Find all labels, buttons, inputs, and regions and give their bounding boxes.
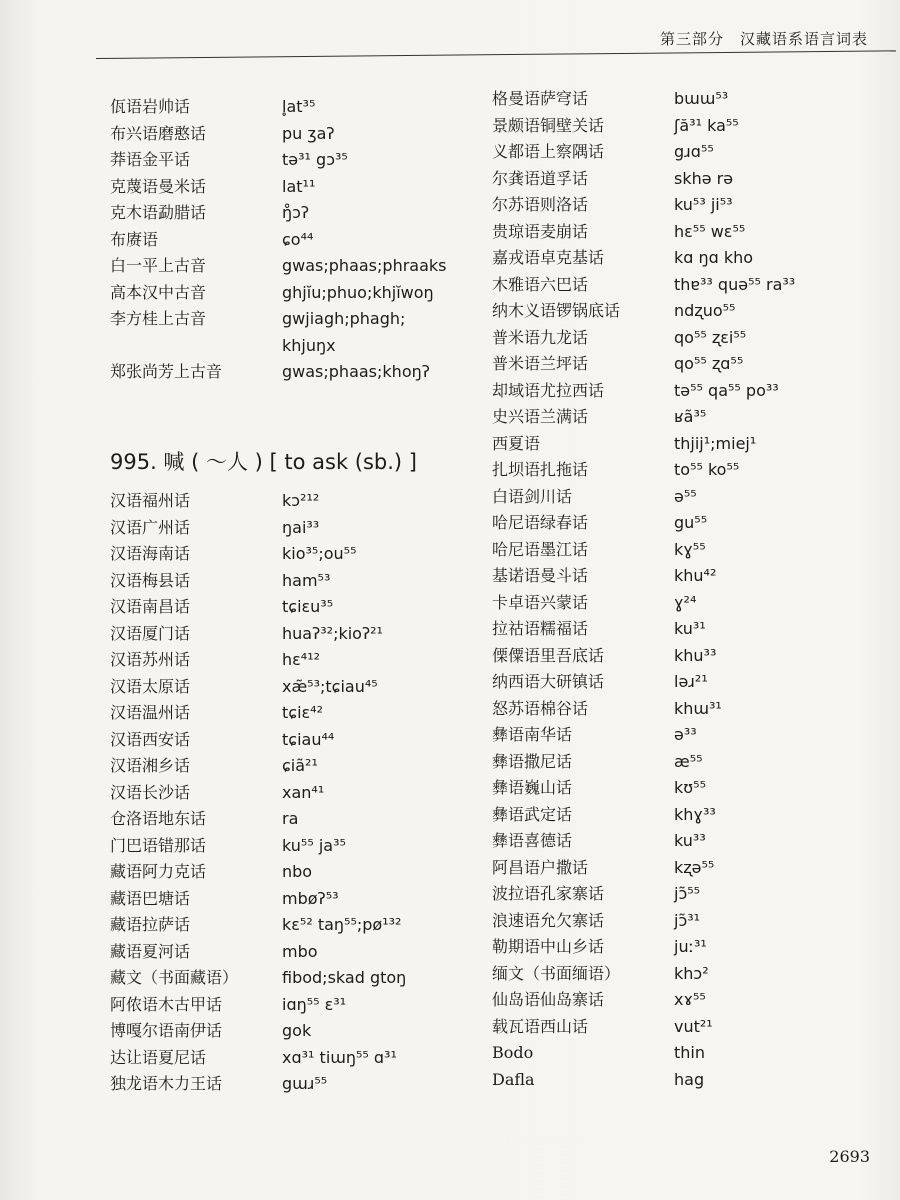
entry-row: [110, 306, 480, 333]
language-name: 勒期语中山乡话: [492, 937, 605, 956]
word-form: æ⁵⁵: [674, 751, 703, 771]
language-name: 载瓦语西山话: [492, 1016, 589, 1036]
entry-row: [492, 616, 872, 643]
entry-row: [492, 431, 872, 458]
entry-row: [492, 1067, 872, 1094]
entry-row: [492, 881, 872, 908]
language-name: 浪速语允欠寨话: [492, 910, 605, 930]
word-form: jɔ̃⁵⁵: [674, 884, 701, 903]
entry-row: [110, 227, 480, 254]
language-name: 布兴语磨憨话: [110, 123, 207, 143]
entry-row: [492, 696, 872, 723]
word-form: ɕo⁴⁴: [282, 229, 314, 249]
language-name: 拉祜语糯福话: [492, 619, 589, 638]
entry-row: [110, 939, 480, 966]
word-form: gwas;phaas;khoŋʔ: [282, 362, 430, 381]
word-form: vut²¹: [674, 1016, 713, 1036]
language-name: 克木语勐腊话: [110, 203, 207, 222]
language-name: 西夏语: [492, 433, 541, 453]
language-name: 纳木义语锣锅底话: [492, 301, 621, 320]
word-form: thjij¹;miej¹: [674, 433, 757, 453]
language-name: 尔苏语则洛话: [492, 195, 589, 214]
entry-row: [110, 806, 480, 833]
word-form: khu⁴²: [674, 566, 717, 585]
language-name: 汉语厦门话: [110, 623, 191, 643]
word-form: xɤ⁵⁵: [674, 990, 706, 1009]
word-form: khɣ³³: [674, 804, 716, 824]
header-rule: [96, 50, 896, 59]
entry-row: [492, 351, 872, 378]
word-form: gwjiagh;phagh;: [282, 309, 406, 328]
word-form: gu⁵⁵: [674, 513, 708, 532]
word-form: mbo: [282, 941, 318, 961]
language-name: Bodo: [492, 1043, 534, 1062]
word-form: jɔ̃³¹: [674, 910, 701, 930]
word-form: bɯɯ⁵³: [674, 89, 729, 108]
language-name: 仓洛语地东话: [110, 809, 207, 828]
word-form: kʊ⁵⁵: [674, 778, 706, 797]
entry-row: [110, 700, 480, 727]
language-name: 汉语长沙话: [110, 782, 191, 802]
entry-row: [492, 192, 872, 219]
language-name: 仙岛语仙岛寨话: [492, 990, 605, 1009]
entry-row: [492, 298, 872, 325]
word-form: ə³³: [674, 725, 697, 744]
entry-row: [110, 541, 480, 568]
language-name: 藏语阿力克话: [110, 862, 207, 881]
word-form: xan⁴¹: [282, 782, 325, 802]
word-form: iɑŋ⁵⁵ ɛ³¹: [282, 994, 347, 1014]
entry-row: [110, 94, 480, 121]
running-header: 第三部分 汉藏语系语言词表: [659, 30, 868, 48]
language-name: 普米语九龙话: [492, 327, 589, 347]
entry-row: [110, 280, 480, 307]
word-form: thɐ³³ quə⁵⁵ ra³³: [674, 274, 796, 294]
entry-row: [492, 643, 872, 670]
left-column-bottom: [110, 488, 480, 1098]
entry-row: [492, 1040, 872, 1067]
language-name: 汉语温州话: [110, 703, 191, 722]
language-name: 汉语福州话: [110, 491, 191, 510]
word-form: qo⁵⁵ ʐɛi⁵⁵: [674, 327, 747, 347]
entry-row: [492, 563, 872, 590]
language-name: 莽语金平话: [110, 150, 191, 169]
word-form: lat¹¹: [282, 176, 316, 196]
word-form: kɔ²¹²: [282, 491, 320, 510]
word-form: ʃă³¹ ka⁵⁵: [674, 115, 739, 135]
entry-row: [110, 594, 480, 621]
language-name: 藏语巴塘话: [110, 888, 191, 908]
word-form: juː³¹: [674, 937, 707, 956]
entry-row: [110, 1018, 480, 1045]
entry-row: [110, 992, 480, 1019]
entry-row: [110, 200, 480, 227]
entry-row: [110, 833, 480, 860]
entry-row: [110, 647, 480, 674]
entry-row: [110, 965, 480, 992]
word-form: khɯ³¹: [674, 698, 722, 718]
entry-row: [492, 325, 872, 352]
entry-row: [492, 457, 872, 484]
word-form: huaʔ³²;kioʔ²¹: [282, 623, 383, 643]
word-form: xɑ³¹ tiɯŋ⁵⁵ ɑ³¹: [282, 1047, 397, 1067]
language-name: 史兴语兰满话: [492, 407, 589, 426]
language-name: 汉语南昌话: [110, 597, 191, 616]
word-form: thin: [674, 1043, 705, 1062]
entry-row: [492, 987, 872, 1014]
language-name: 贵琼语麦崩话: [492, 221, 589, 241]
language-name: 汉语广州话: [110, 517, 191, 537]
word-form: fibod;skad gtoŋ: [282, 968, 407, 987]
word-form: hɛ⁵⁵ wɛ⁵⁵: [674, 221, 746, 241]
word-form: ku³¹: [674, 619, 706, 638]
entry-row: [110, 121, 480, 148]
entry-row: [492, 484, 872, 511]
entry-row: [492, 828, 872, 855]
language-name: 白语剑川话: [492, 486, 573, 506]
word-form: tə³¹ gɔ³⁵: [282, 150, 348, 169]
word-form: kʐə⁵⁵: [674, 857, 715, 877]
word-form: mbøʔ⁵³: [282, 888, 339, 908]
language-name: 尔龚语道孚话: [492, 168, 589, 188]
word-form: ɕiã²¹: [282, 756, 318, 775]
word-form: khɔ²: [674, 963, 709, 983]
language-name: 博嘎尔语南伊话: [110, 1021, 223, 1040]
language-name: 克蔑语曼米话: [110, 176, 207, 196]
language-name: 彝语撒尼话: [492, 751, 573, 771]
language-name: 基诺语曼斗话: [492, 566, 589, 585]
entry-row: [110, 727, 480, 754]
word-form: kɣ⁵⁵: [674, 539, 706, 559]
entry-row: [492, 775, 872, 802]
language-name: 汉语太原话: [110, 676, 191, 696]
word-form: ghjĭu;phuo;khjĭwoŋ: [282, 282, 434, 302]
language-name: 高本汉中古音: [110, 282, 207, 302]
word-form: tɕiau⁴⁴: [282, 729, 335, 749]
entry-row: [110, 912, 480, 939]
language-name: 达让语夏尼话: [110, 1047, 207, 1067]
word-form: hag: [674, 1069, 705, 1089]
word-form: xæ̃⁵³;tɕiau⁴⁵: [282, 676, 378, 696]
word-form: khjuŋx: [282, 335, 336, 355]
page-number: 2693: [829, 1147, 870, 1166]
word-form: tɕiɛu³⁵: [282, 597, 334, 616]
word-form: ŋ̊ɔʔ: [282, 203, 310, 222]
word-form: qo⁵⁵ ʐɑ⁵⁵: [674, 354, 744, 373]
entry-row: [110, 174, 480, 201]
word-form: tɕiɛ⁴²: [282, 703, 323, 722]
language-name: 木雅语六巴话: [492, 274, 589, 294]
entry-row: [492, 404, 872, 431]
language-name: 汉语海南话: [110, 544, 191, 563]
entry-row: [492, 855, 872, 882]
entry-row: [110, 621, 480, 648]
language-name: 藏语拉萨话: [110, 915, 191, 934]
entry-row: [110, 253, 480, 280]
word-form: ku⁵⁵ ja³⁵: [282, 835, 346, 855]
language-name: 彝语南华话: [492, 725, 573, 744]
word-form: ɣ²⁴: [674, 592, 697, 612]
entry-row: [492, 139, 872, 166]
entry-row: [492, 86, 872, 113]
language-name: 阿侬语木古甲话: [110, 994, 223, 1014]
word-form: hɛ⁴¹²: [282, 650, 321, 669]
entry-row: [492, 510, 872, 537]
language-name: 哈尼语墨江话: [492, 539, 589, 559]
entry-row: [492, 113, 872, 140]
word-form: ʁã³⁵: [674, 407, 707, 426]
language-name: 汉语西安话: [110, 729, 191, 749]
entry-row: [492, 378, 872, 405]
word-form: gwas;phaas;phraaks: [282, 256, 447, 275]
language-name: 汉语苏州话: [110, 650, 191, 669]
entry-row: [110, 568, 480, 595]
language-name: 门巴语错那话: [110, 835, 207, 855]
language-name: 扎坝语扎拖话: [492, 460, 589, 479]
word-form: ku³³: [674, 831, 706, 850]
word-form: ndʐuo⁵⁵: [674, 301, 736, 320]
language-name: 纳西语大研镇话: [492, 672, 605, 691]
word-form: ləɹ²¹: [674, 672, 708, 691]
section-title: 995. 喊 ( ～人 ) [ to ask (sb.) ]: [110, 450, 417, 474]
language-name: 哈尼语绿春话: [492, 513, 589, 532]
entry-row: [492, 219, 872, 246]
entry-row: [492, 272, 872, 299]
entry-row: [110, 333, 480, 360]
entry-row: [492, 590, 872, 617]
word-form: ra: [282, 809, 299, 828]
entry-row: [492, 1014, 872, 1041]
language-name: 郑张尚芳上古音: [110, 362, 223, 381]
entry-row: [110, 753, 480, 780]
entry-row: [110, 674, 480, 701]
left-column-top: [110, 94, 480, 386]
language-name: 藏语夏河话: [110, 941, 191, 961]
language-name: 景颇语铜壁关话: [492, 115, 605, 135]
entry-row: [110, 859, 480, 886]
language-name: 汉语湘乡话: [110, 756, 191, 775]
language-name: 怒苏语棉谷话: [492, 698, 589, 718]
word-form: nbo: [282, 862, 313, 881]
entry-row: [110, 488, 480, 515]
entry-row: [492, 669, 872, 696]
entry-row: [492, 166, 872, 193]
word-form: ə⁵⁵: [674, 486, 697, 506]
word-form: l̥at³⁵: [282, 97, 316, 116]
language-name: 李方桂上古音: [110, 309, 207, 328]
language-name: 傈僳语里吾底话: [492, 645, 605, 665]
entry-row: [492, 749, 872, 776]
entry-row: [110, 515, 480, 542]
language-name: 独龙语木力王话: [110, 1074, 223, 1093]
entry-row: [492, 245, 872, 272]
language-name: 缅文（书面缅语）: [492, 963, 621, 983]
entry-row: [492, 537, 872, 564]
word-form: kɛ⁵² taŋ⁵⁵;pø¹³²: [282, 915, 402, 934]
entry-row: [110, 1071, 480, 1098]
entry-row: [110, 147, 480, 174]
language-name: Dafla: [492, 1069, 535, 1089]
language-name: 阿昌语户撒话: [492, 857, 589, 877]
language-name: 波拉语孔家寨话: [492, 884, 605, 903]
language-name: 藏文（书面藏语）: [110, 968, 239, 987]
language-name: 彝语喜德话: [492, 831, 573, 850]
word-form: to⁵⁵ ko⁵⁵: [674, 460, 740, 479]
language-name: 彝语巍山话: [492, 778, 573, 797]
entry-row: [110, 359, 480, 386]
language-name: 嘉戎语卓克基话: [492, 248, 605, 267]
word-form: skhə rə: [674, 168, 734, 188]
word-form: gok: [282, 1021, 312, 1040]
word-form: ŋai³³: [282, 517, 320, 537]
entry-row: [110, 886, 480, 913]
entry-row: [492, 802, 872, 829]
language-name: 布赓语: [110, 229, 159, 249]
entry-row: [492, 961, 872, 988]
language-name: 普米语兰坪话: [492, 354, 589, 373]
word-form: kɑ ŋɑ kho: [674, 248, 754, 267]
language-name: 白一平上古音: [110, 256, 207, 275]
right-column: [492, 86, 872, 1093]
language-name: 佤语岩帅话: [110, 97, 191, 116]
entry-row: [492, 908, 872, 935]
entry-row: [492, 722, 872, 749]
entry-row: [492, 934, 872, 961]
entry-row: [110, 780, 480, 807]
word-form: gɹɑ⁵⁵: [674, 142, 714, 161]
word-form: tə⁵⁵ qa⁵⁵ po³³: [674, 380, 779, 400]
word-form: pu ʒaʔ: [282, 123, 335, 143]
word-form: gɯɹ⁵⁵: [282, 1074, 328, 1093]
language-name: 卡卓语兴蒙话: [492, 592, 589, 612]
word-form: ku⁵³ ji⁵³: [674, 195, 733, 214]
language-name: 格曼语萨穹话: [492, 89, 589, 108]
language-name: 彝语武定话: [492, 804, 573, 824]
word-form: khu³³: [674, 645, 717, 665]
entry-row: [110, 1045, 480, 1072]
language-name: 却域语尤拉西话: [492, 380, 605, 400]
language-name: 义都语上察隅话: [492, 142, 605, 161]
word-form: ham⁵³: [282, 570, 331, 590]
word-form: kio³⁵;ou⁵⁵: [282, 544, 357, 563]
language-name: 汉语梅县话: [110, 570, 191, 590]
